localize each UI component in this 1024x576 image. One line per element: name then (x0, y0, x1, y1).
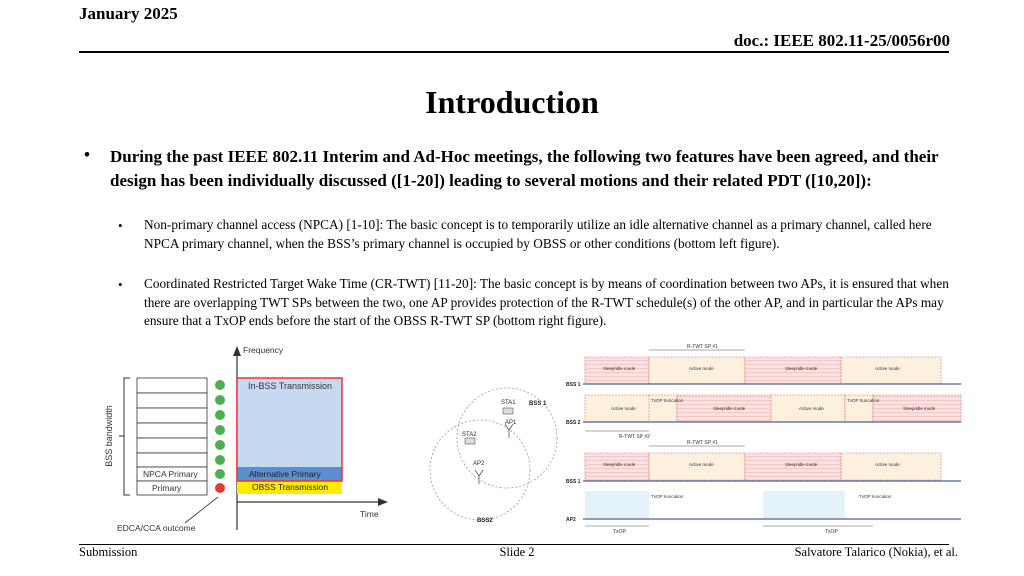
ap2-row (585, 491, 845, 518)
ap2-row-label: AP2 (566, 517, 576, 523)
topology-figure (425, 380, 570, 530)
bss2-row-label: BSS 2 (566, 420, 581, 426)
npca-figure (100, 340, 390, 540)
sub-bullet-npca: Non-primary channel access (NPCA) [1-10]: The basic concept is to temporarily utilize an idle alternative channel as a primary channel, called here NPCA primary channel, when the BSS’s primary channel is occupied by OBSS or other conditions (bottom left figure). (144, 217, 932, 251)
sleep-label: Sleep/idle mode (785, 462, 818, 467)
rtwt2-label: R-TWT SP #2 (619, 434, 650, 440)
txop-truncation-label: TxOP truncation (651, 398, 684, 403)
alt-primary-label: Alternative Primary (249, 469, 321, 479)
crtwt-figure (563, 340, 965, 540)
edca-pointer (185, 497, 218, 523)
rtwt1-label-bottom: R-TWT SP #1 (687, 440, 718, 446)
txop-label: TxOP (613, 529, 626, 535)
active-label: Active mode (689, 366, 714, 371)
edca-status-icons (215, 380, 225, 493)
ap2-antenna-icon (475, 470, 483, 484)
txop-truncation-label: TxOP truncation (847, 398, 880, 403)
bss2-coverage (430, 420, 530, 520)
ap2-label: AP2 (473, 461, 485, 467)
txop-truncation-label: TxOP truncation (859, 494, 892, 499)
sleep-label: Sleep/idle mode (903, 406, 936, 411)
footer-author: Salvatore Talarico (Nokia), et al. (794, 545, 958, 559)
bss1-label: BSS 1 (529, 401, 547, 407)
active-label: Active mode (875, 366, 900, 371)
time-label: Time (360, 509, 379, 519)
npca-primary-label: NPCA Primary (143, 469, 198, 479)
sub-bullet-marker: • (118, 277, 123, 292)
footer-slide-number: Slide 2 (499, 545, 535, 559)
sleep-label: Sleep/idle mode (785, 366, 818, 371)
txop-truncation-label: TxOP truncation (651, 494, 684, 499)
sleep-label: Sleep/idle mode (603, 366, 636, 371)
frequency-label: Frequency (243, 345, 284, 355)
txop-label: TxOP (825, 529, 838, 535)
header-doc-id: doc.: IEEE 802.11-25/0056r00 (733, 31, 950, 50)
bss2-label: BSS2 (477, 518, 493, 524)
sub-bullet-crtwt: Coordinated Restricted Target Wake Time (CR-TWT) [11-20]: The basic concept is by means of coordination between two APs, it is ensured that when there are overlapping TWT SPs between the two, one AP provides protection of the R-TWT schedule(s) of the other AP, and in particular the APs may ensure that a TxOP ends before the start of the OBSS R-TWT SP (bottom right figure). (144, 276, 949, 329)
x-axis-arrow (378, 498, 388, 506)
header-date: January 2025 (79, 4, 178, 23)
sta2-device-icon (465, 438, 475, 444)
main-bullet-text: During the past IEEE 802.11 Interim and Ad-Hoc meetings, the following two features have been agreed, and their design has been individually discussed ([1-20]) leading to several motions and their related PDT ([10,20]): (110, 147, 939, 190)
rtwt1-label-top: R-TWT SP #1 (687, 344, 718, 350)
sta2-label: STA2 (462, 432, 477, 438)
sub-bullet-marker: • (118, 218, 123, 233)
primary-label: Primary (152, 483, 182, 493)
bullet-marker: • (84, 145, 90, 164)
obss-label: OBSS Transmission (252, 482, 329, 492)
active-label: Active mode (689, 462, 714, 467)
bss1-row-label: BSS 1 (566, 479, 581, 485)
y-axis-arrow (233, 346, 241, 356)
slide-title: Introduction (425, 84, 599, 120)
edca-label: EDCA/CCA outcome (117, 523, 196, 533)
sleep-label: Sleep/idle mode (603, 462, 636, 467)
bss-bandwidth-label: BSS bandwidth (104, 405, 114, 467)
active-label: Active mode (875, 462, 900, 467)
bandwidth-bracket (119, 378, 130, 495)
in-bss-label: In-BSS Transmission (248, 381, 333, 391)
in-bss-region (237, 378, 342, 467)
sta1-device-icon (503, 408, 513, 414)
active-label: Active mode (799, 406, 824, 411)
ap1-label: AP1 (505, 420, 517, 426)
footer-submission: Submission (79, 545, 138, 559)
sleep-label: Sleep/idle mode (713, 406, 746, 411)
header-divider (79, 51, 949, 53)
active-label: Active mode (611, 406, 636, 411)
sta1-label: STA1 (501, 400, 516, 406)
bss1-row-label: BSS 1 (566, 382, 581, 388)
